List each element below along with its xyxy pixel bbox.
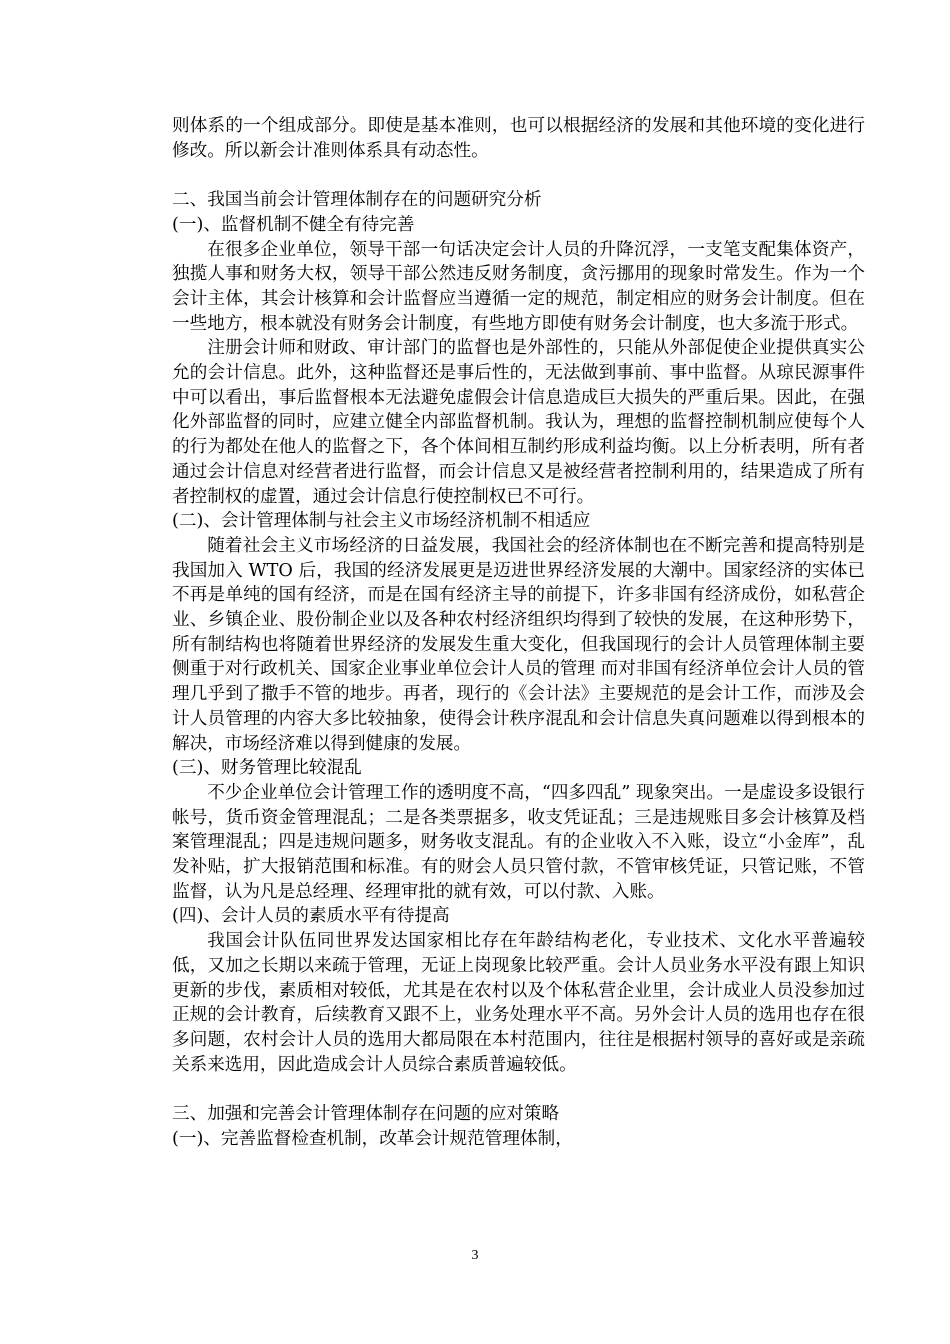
- section-spacer: [172, 163, 865, 188]
- subsection-2-2-heading: (二)、会计管理体制与社会主义市场经济机制不相适应: [172, 511, 591, 532]
- subsection-2-1-heading: (一)、监督机制不健全有待完善: [172, 214, 415, 235]
- paragraph-2-2-1: 随着社会主义市场经济的日益发展，我国社会的经济体制也在不断完善和提高特别是我国加入 WTO 后，我国的经济发展更是迈进世界经济发展的大潮中。国家经济的实体已不再是单纯的国有经济，而是在国有经济主导的前提下，许多非国有经济成份，如私营企业、乡镇企业、股份制企业以及各种农村经济组织均得到了较快的发展，在这种形势下，所有制结构也将随着世界经济的发展发生重大变化，但我国现行的会计人员管理体制主要侧重于对行政机关、国家企业事业单位会计人员的管理 而对非国有经济单位会计人员的管理几乎到了撒手不管的地步。再者，现行的《会计法》主要规范的是会计工作，而涉及会计人员管理的内容大多比较抽象，使得会计秩序混乱和会计信息失真问题难以得到根本的解决，市场经济难以得到健康的发展。: [172, 535, 865, 754]
- subsection-2-3-heading: (三)、财务管理比较混乱: [172, 758, 362, 779]
- document-body: [172, 114, 865, 1152]
- paragraph-2-3-1: 不少企业单位会计管理工作的透明度不高，“四多四乱” 现象突出。一是虚设多设银行帐号，货币资金管理混乱；二是各类票据多，收支凭证乱；三是违规账目多会计核算及档案管理混乱；四是违规问题多，财务收支混乱。有的企业收入不入账，设立“小金库”，乱发补贴，扩大报销范围和标准。有的财会人员只管付款，不管审核凭证，只管记账，不管监督，认为凡是总经理、经理审批的就有效，可以付款、入账。: [172, 782, 865, 902]
- paragraph-2-1-2: 注册会计师和财政、审计部门的监督也是外部性的，只能从外部促使企业提供真实公允的会计信息。此外，这种监督还是事后性的，无法做到事前、事中监督。从琼民源事件中可以看出，事后监督根本无法避免虚假会计信息造成巨大损失的严重后果。因此，在强化外部监督的同时，应建立健全内部监督机制。我认为，理想的监督控制机制应使每个人的行为都处在他人的监督之下，各个体间相互制约形成利益均衡。以上分析表明，所有者通过会计信息对经营者进行监督，而会计信息又是被经营者控制利用的，结果造成了所有者控制权的虚置，通过会计信息行使控制权已不可行。: [172, 338, 865, 507]
- paragraph-2-1-1: 在很多企业单位，领导干部一句话决定会计人员的升降沉浮，一支笔支配集体资产，独揽人事和财务大权，领导干部公然违反财务制度，贪污挪用的现象时常发生。作为一个会计主体，其会计核算和会计监督应当遵循一定的规范，制定相应的财务会计制度。但在一些地方，根本就没有财务会计制度，有些地方即使有财务会计制度，也大多流于形式。: [172, 239, 865, 334]
- page-number: 3: [471, 1248, 479, 1263]
- subsection-2-4-heading: (四)、会计人员的素质水平有待提高: [172, 906, 450, 927]
- intro-paragraph: 则体系的一个组成部分。即使是基本准则，也可以根据经济的发展和其他环境的变化进行修改。所以新会计准则体系具有动态性。: [172, 116, 865, 161]
- section-2-heading: 二、我国当前会计管理体制存在的问题研究分析: [172, 190, 542, 211]
- section-spacer: [172, 1077, 865, 1102]
- subsection-3-1-heading: (一)、完善监督检查机制，改革会计规范管理体制，: [172, 1128, 573, 1149]
- paragraph-2-4-1: 我国会计队伍同世界发达国家相比存在年龄结构老化，专业技术、文化水平普遍较低，又加之长期以来疏于管理，无证上岗现象比较严重。会计人员业务水平没有跟上知识更新的步伐，素质相对较低，尤其是在农村以及个体私营企业里，会计成业人员没参加过正规的会计教育，后续教育又跟不上，业务处理水平不高。另外会计人员的选用也存在很多问题，农村会计人员的选用大都局限在本村范围内，往往是根据村领导的喜好或是亲疏关系来选用，因此造成会计人员综合素质普遍较低。: [172, 931, 865, 1075]
- section-3-heading: 三、加强和完善会计管理体制存在问题的应对策略: [172, 1104, 560, 1125]
